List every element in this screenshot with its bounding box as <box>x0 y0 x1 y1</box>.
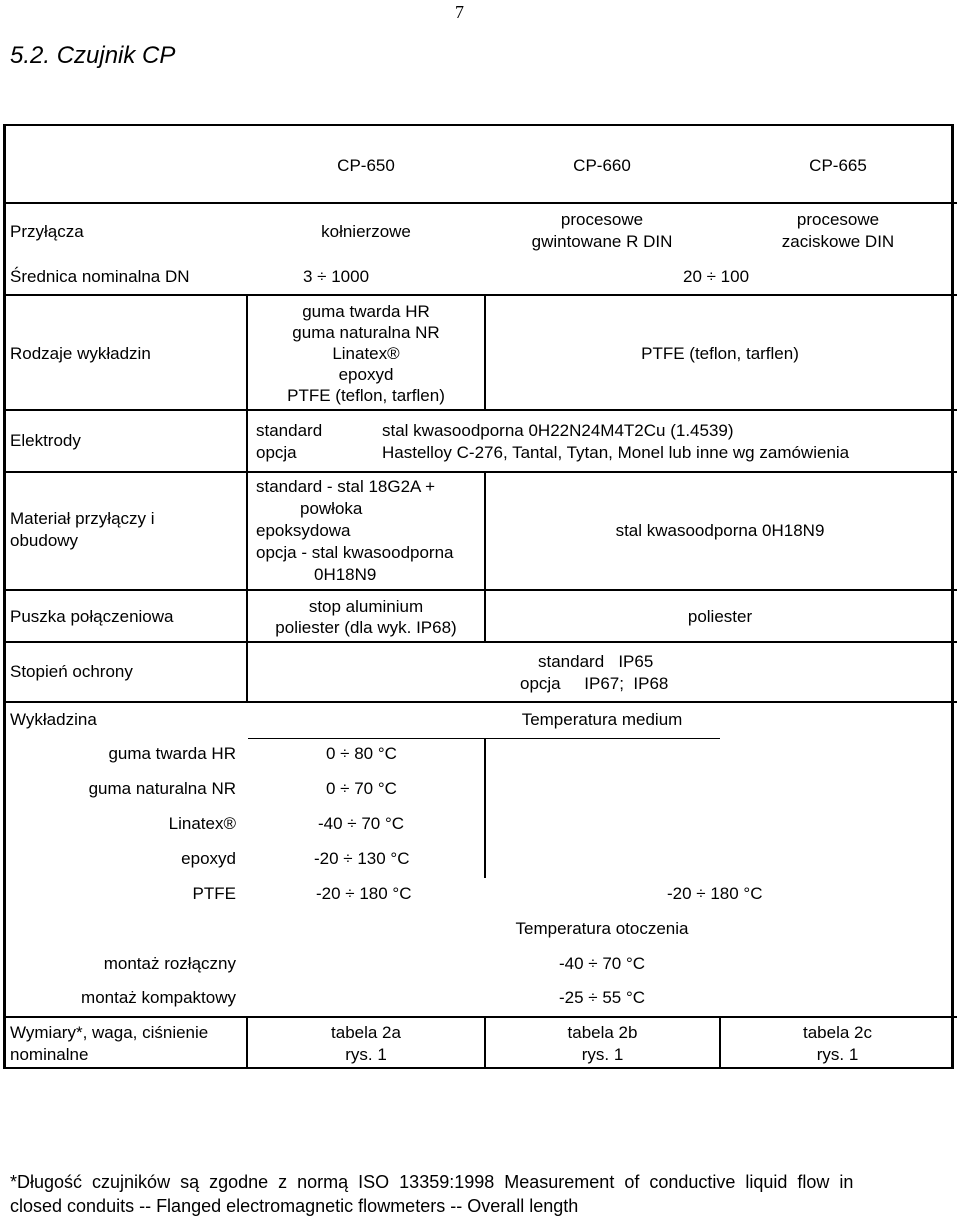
przylacza-cp650: kołnierzowe <box>321 222 411 241</box>
elektrody-value: stal kwasoodporna 0H22N24M4T2Cu (1.4539) <box>382 421 734 440</box>
elektrody-value: Hastelloy C-276, Tantal, Tytan, Monel lub inne wg zamówienia <box>382 443 850 462</box>
wykladziny-cp650: guma naturalna NR <box>292 323 440 342</box>
wymiary-cp660: tabela 2b <box>567 1023 638 1042</box>
montaz-temp: -25 ÷ 55 °C <box>558 988 646 1007</box>
wymiary-cp665: tabela 2c <box>803 1023 872 1042</box>
row-divider <box>3 471 957 473</box>
wykladzina-name: guma naturalna NR <box>88 779 236 798</box>
wykladzina-name: Linatex® <box>168 814 236 833</box>
wykladziny-cp650: guma twarda HR <box>302 302 430 321</box>
wykladzina-name: epoxyd <box>181 849 236 868</box>
wymiary-cp665: rys. 1 <box>816 1045 859 1064</box>
material-other: stal kwasoodporna 0H18N9 <box>615 521 825 540</box>
row-divider <box>3 641 957 643</box>
row-divider <box>248 738 720 739</box>
montaz-temp: -40 ÷ 70 °C <box>558 954 646 973</box>
wykladzina-name: guma twarda HR <box>108 744 236 763</box>
temperatura-otoczenia-header: Temperatura otoczenia <box>515 919 689 938</box>
wykladzina-name: PTFE <box>192 884 236 903</box>
row-label-srednica: Średnica nominalna DN <box>10 267 190 286</box>
elektrody-key: opcja <box>256 443 297 462</box>
wymiary-cp650: tabela 2a <box>331 1023 401 1042</box>
column-divider <box>484 738 486 878</box>
wykladzina-temp: -20 ÷ 180 °C <box>316 884 412 903</box>
stopien-standard: standard IP65 <box>538 652 654 671</box>
montaz-label: montaż kompaktowy <box>81 988 236 1007</box>
material-cp650: powłoka <box>300 499 363 518</box>
elektrody-key: standard <box>256 421 323 440</box>
wykladzina-temp: -20 ÷ 130 °C <box>314 849 410 868</box>
wymiary-cp660: rys. 1 <box>581 1045 624 1064</box>
przylacza-cp660: gwintowane R DIN <box>531 232 673 251</box>
srednica-range-1: 3 ÷ 1000 <box>303 267 370 286</box>
row-divider <box>3 701 957 703</box>
row-label-material: Materiał przyłączy i <box>10 509 155 528</box>
montaz-label: montaż rozłączny <box>103 954 236 973</box>
wykladziny-other: PTFE (teflon, tarflen) <box>641 344 799 363</box>
material-cp650: opcja - stal kwasoodporna <box>256 543 454 562</box>
wykladziny-cp650: epoxyd <box>338 365 394 384</box>
section-title: 5.2. Czujnik CP <box>10 42 176 69</box>
row-divider <box>3 409 957 411</box>
header-cp660: CP-660 <box>573 156 631 175</box>
page-number: 7 <box>455 2 464 22</box>
wykladziny-cp650: Linatex® <box>332 344 400 363</box>
material-cp650: standard - stal 18G2A + <box>256 477 436 496</box>
srednica-range-2: 20 ÷ 100 <box>683 267 750 286</box>
stopien-opcja: opcja IP67; IP68 <box>520 674 669 693</box>
row-divider <box>3 589 957 591</box>
wykladzina-temp: 0 ÷ 80 °C <box>326 744 397 763</box>
footnote: *Długość czujników są zgodne z normą ISO 13359:1998 Measurement of conductive liquid flow in <box>10 1172 854 1192</box>
row-label-stopien: Stopień ochrony <box>10 662 133 681</box>
material-cp650: 0H18N9 <box>314 565 377 584</box>
przylacza-cp665: zaciskowe DIN <box>781 232 895 251</box>
row-label-puszka: Puszka połączeniowa <box>10 607 174 626</box>
row-label-wykladzina: Wykładzina <box>10 710 97 729</box>
puszka-other: poliester <box>687 607 753 626</box>
puszka-cp650: poliester (dla wyk. IP68) <box>275 618 457 637</box>
puszka-cp650: stop aluminium <box>308 597 424 616</box>
row-label-elektrody: Elektrody <box>10 431 81 450</box>
row-label-wymiary: nominalne <box>10 1045 89 1064</box>
wykladzina-temp: -20 ÷ 180 °C <box>667 884 763 903</box>
wykladzina-temp: 0 ÷ 70 °C <box>326 779 397 798</box>
footnote: closed conduits -- Flanged electromagnetic flowmeters -- Overall length <box>10 1196 579 1216</box>
wykladziny-cp650: PTFE (teflon, tarflen) <box>287 386 445 405</box>
header-cp650: CP-650 <box>337 156 395 175</box>
row-label-wymiary: Wymiary*, waga, ciśnienie <box>10 1023 209 1042</box>
temperatura-medium-header: Temperatura medium <box>521 710 683 729</box>
przylacza-cp660: procesowe <box>560 210 644 229</box>
row-divider <box>3 294 957 296</box>
material-cp650: epoksydowa <box>256 521 351 540</box>
row-divider <box>3 1016 957 1018</box>
row-label-wykladziny: Rodzaje wykładzin <box>10 344 151 363</box>
row-label-przylacza: Przyłącza <box>10 222 84 241</box>
przylacza-cp665: procesowe <box>796 210 880 229</box>
row-divider <box>3 202 957 204</box>
wykladzina-temp: -40 ÷ 70 °C <box>318 814 405 833</box>
row-label-material: obudowy <box>10 531 79 550</box>
wymiary-cp650: rys. 1 <box>345 1045 387 1064</box>
header-cp665: CP-665 <box>809 156 867 175</box>
